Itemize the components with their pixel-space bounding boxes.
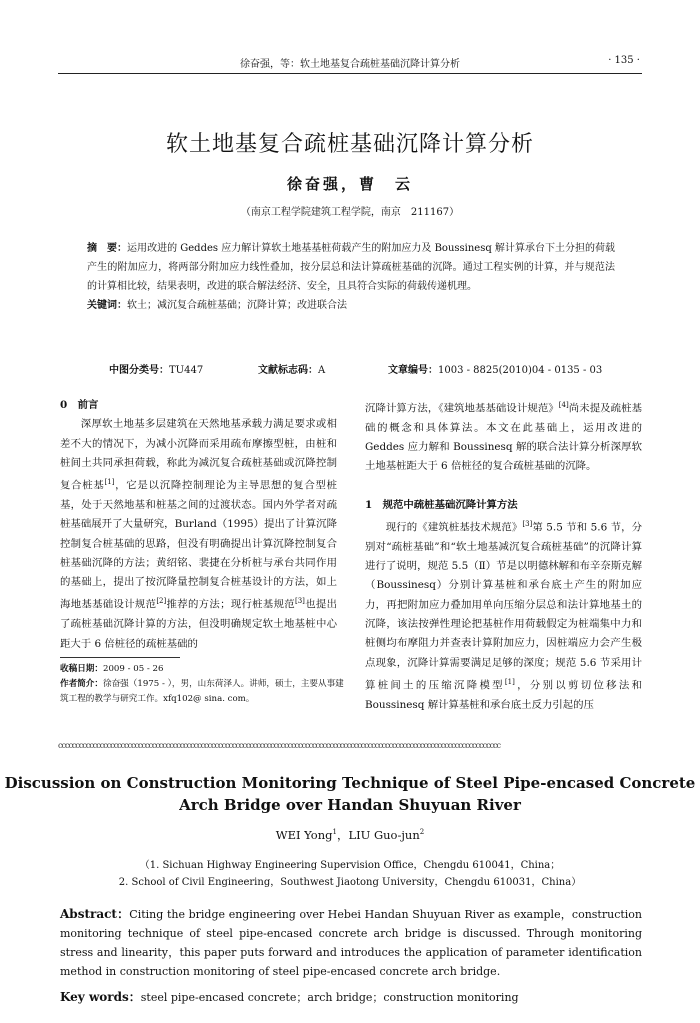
english-affiliation-line: （1. Sichuan Highway Engineering Supervision Office，Chengdu 610041，China；: [139, 860, 561, 871]
abstract-block: [87, 239, 615, 315]
article-no-label: 文章编号：: [388, 365, 438, 376]
english-keywords: [60, 988, 642, 1005]
para-text: ，分别以剪切位移法和 Boussinesq 解计算基桩和承台底土反力引起的压: [365, 679, 643, 711]
article-affiliation: （南京工程学院建筑工程学院，南京 211167）: [240, 207, 460, 218]
article-number: [388, 361, 602, 376]
author-separator: ，: [336, 828, 349, 842]
abstract-label: 摘 要：: [87, 243, 128, 254]
citation: [1]: [504, 677, 515, 686]
author-sup: 2: [419, 828, 425, 837]
section-0-heading: 0 前言: [60, 399, 99, 411]
english-title-line: Arch Bridge over Handan Shuyuan River: [179, 796, 521, 814]
article-authors: 徐奋强，曹 云: [286, 175, 413, 193]
citation: [3]: [522, 519, 533, 528]
keywords-label: 关键词：: [87, 300, 127, 311]
author-sup: 1: [332, 828, 337, 837]
decorative-divider: ccccccccccccccccccccccccccccccccccccccccccccccccccccccccccccccccccccccccccccccccccccccccccccccccccccccccccccccccccccccccccccccc: [58, 743, 501, 749]
clc-code: [109, 361, 203, 376]
english-authors: [0, 827, 700, 843]
footnote-rule: [60, 657, 180, 658]
continued-paragraph: [365, 396, 642, 477]
doc-label: 文献标志码：: [258, 365, 318, 376]
section-1-paragraph: [365, 515, 642, 715]
para-text: 也提出了疏桩基础沉降计算的方法，但没明确规定软土地基桩中心距大于 6 倍桩径的疏桩基础的: [60, 598, 338, 650]
right-column: [365, 396, 642, 715]
abstract-text: 运用改进的 Geddes 应力解计算软土地基基桩荷载产生的附加应力及 Boussinesq 解计算承台下土分担的荷载产生的附加应力，将两部分附加应力线性叠加，按分层总和法计算疏桩基础的沉降。通过工程实例的计算，并与规范法的计算相比较，结果表明，改进的联合解法经济、安全，且具符合实际的荷载传递机理。: [87, 243, 616, 292]
received-label: 收稿日期：: [60, 664, 103, 674]
english-title: [0, 772, 700, 816]
running-title: 徐奋强，等：软土地基复合疏桩基础沉降计算分析: [240, 59, 460, 70]
section-1-heading: 1 规范中疏桩基础沉降计算方法: [365, 498, 518, 511]
english-keywords-label: Key words：: [60, 990, 141, 1004]
header-rule: [58, 73, 642, 74]
english-title-line: Discussion on Construction Monitoring Technique of Steel Pipe-encased Concrete: [4, 774, 696, 792]
para-text: ，它是以沉降控制理论为主导思想的复合型桩基，处于天然地基和桩基之间的过渡状态。国内外学者对疏桩基础展开了大量研究，Burland（1995）提出了计算沉降控制复合桩基础的思路，但没有明确提出计算沉降控制复合桩基础沉降的方法；黄绍铭、裴捷在分析桩与承台共同作用的基础上，提出了按沉降量控制复合桩基设计的方法，如上海地基基础设计规范: [60, 479, 338, 611]
left-column: [60, 396, 337, 654]
english-affiliation-line: 2. School of Civil Engineering，Southwest Jiaotong University，Chengdu 610031，China）: [118, 877, 582, 888]
clc-value: TU447: [169, 365, 204, 376]
english-abstract-label: Abstract：: [60, 907, 130, 921]
citation: [1]: [104, 478, 115, 487]
english-abstract-text: Citing the bridge engineering over Hebei Handan Shuyuan River as example，construction monitoring technique of steel pipe-encased concrete arch bridge is discussed. Through monitoring stress and linearity，this paper puts forward and introduces the application of parameter identification method in construction monitoring of steel pipe-encased concrete arch bridge.: [60, 908, 642, 978]
received-date: [60, 662, 345, 677]
para-text: 第 5.5 节和 5.6 节，分别对“疏桩基础”和“软土地基减沉复合疏桩基础”的沉降计算进行了说明，规范 5.5（Ⅱ）节是以明德林解和布辛奈斯克解（Boussinesq）分别计算基桩和承台底土产生的附加应力，再把附加应力叠加用单向压缩分层总和法计算地基土的沉降，该法按弹性理论把基桩作用荷载假定为桩端集中力和桩侧均布摩阻力并查表计算附加应力，因桩端应力会产生极点现象，沉降计算需要满足足够的深度；规范 5.6 节采用计算桩间土的压缩沉降模型: [365, 521, 642, 692]
english-author: LIU Guo-jun: [348, 828, 420, 842]
keywords-text: 软土；减沉复合疏桩基础；沉降计算；改进联合法: [127, 300, 347, 311]
author-bio: [60, 677, 345, 707]
bio-value: 徐奋强（1975 - ），男，山东荷泽人。讲师，硕士，主要从事建筑工程的教学与研究工作。xfq102@ sina. com。: [60, 679, 344, 704]
para-text: 深厚软土地基多层建筑在天然地基承载力满足要求或相差不大的情况下，为减小沉降而采用疏布摩擦型桩，由桩和桩间土共同承担荷载，称此为减沉复合疏桩基础或沉降控制复合桩基: [60, 418, 337, 492]
page-number: · 135 ·: [608, 55, 640, 66]
para-text: 尚未提及疏桩基础的概念和具体算法。本文在此基础上，运用改进的 Geddes 应力解和 Boussinesq 解的联合法计算分析深厚软土地基桩距大于 6 倍桩径的复合疏桩基础的沉降。: [365, 402, 642, 473]
para-text: 现行的《建筑桩基技术规范》: [385, 521, 523, 534]
para-text: 沉降计算方法，《建筑地基基础设计规范》: [365, 402, 559, 415]
english-author: WEI Yong: [275, 828, 333, 842]
english-abstract: [60, 905, 642, 981]
bio-label: 作者简介：: [60, 679, 103, 689]
article-no-value: 1003 - 8825(2010)04 - 0135 - 03: [438, 365, 603, 376]
clc-label: 中图分类号：: [109, 365, 169, 376]
citation: [2]: [156, 597, 167, 606]
article-title: 软土地基复合疏桩基础沉降计算分析: [165, 132, 534, 157]
english-affiliation: [0, 857, 700, 891]
citation: [4]: [558, 401, 569, 409]
doc-code: [258, 361, 325, 376]
english-keywords-text: steel pipe-encased concrete；arch bridge；construction monitoring: [140, 991, 519, 1004]
received-value: 2009 - 05 - 26: [102, 664, 164, 674]
section-0-paragraph: [60, 415, 337, 654]
footnote: [60, 662, 345, 707]
para-text: 推荐的方法；现行桩基规范: [166, 598, 295, 611]
citation: [3]: [294, 597, 305, 606]
doc-value: A: [318, 365, 326, 376]
